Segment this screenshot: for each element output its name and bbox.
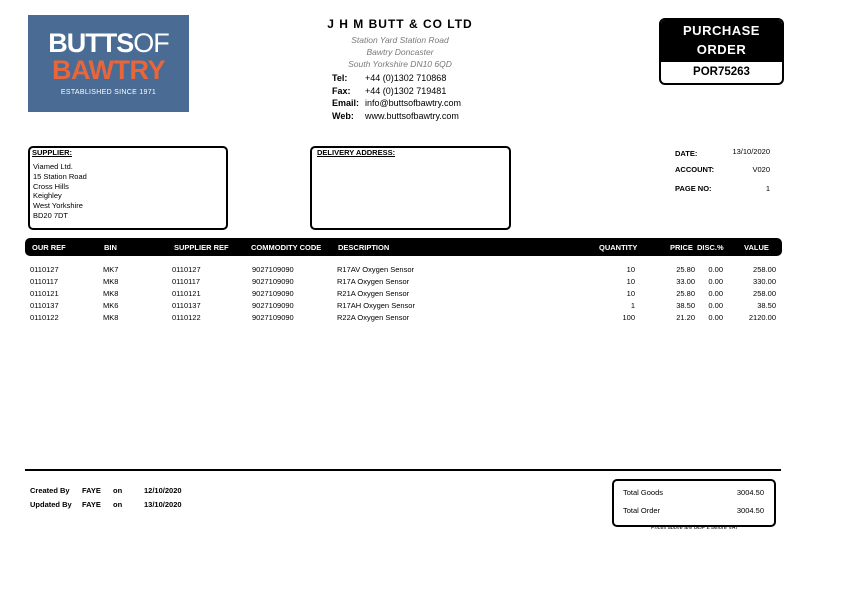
updated-date: 13/10/2020 — [144, 500, 182, 509]
cell-disc: 0.00 — [708, 265, 723, 274]
cell-our-ref: 0110127 — [30, 265, 59, 274]
web-label: Web: — [332, 111, 354, 121]
col-disc: DISC.% — [697, 243, 724, 252]
cell-commodity: 9027109090 — [252, 301, 294, 310]
cell-description: R21A Oxygen Sensor — [337, 289, 410, 298]
delivery-title: DELIVERY ADDRESS: — [317, 148, 396, 157]
cell-disc: 0.00 — [708, 289, 723, 298]
cell-quantity: 1 — [630, 301, 635, 310]
cell-disc: 0.00 — [708, 301, 723, 310]
cell-value: 330.00 — [753, 277, 776, 286]
po-title-2: ORDER — [696, 42, 747, 57]
created-by-label: Created By — [30, 486, 70, 495]
cell-quantity: 100 — [622, 313, 635, 322]
cell-price: 21.20 — [676, 313, 695, 322]
cell-value: 258.00 — [753, 289, 776, 298]
footer-divider — [25, 469, 781, 471]
web-link[interactable]: www.buttsofbawtry.com — [365, 111, 459, 121]
delivery-address-box — [310, 146, 511, 230]
col-commodity-code: COMMODITY CODE — [251, 243, 322, 252]
created-by-user: FAYE — [82, 486, 101, 495]
company-name: J H M BUTT & CO LTD — [327, 17, 473, 31]
table-header — [25, 238, 782, 256]
cell-description: R17A Oxygen Sensor — [337, 277, 410, 286]
fax-label: Fax: — [332, 86, 351, 96]
supplier-line: 15 Station Road — [33, 172, 87, 181]
supplier-line: BD20 7DT — [33, 211, 69, 220]
cell-commodity: 9027109090 — [252, 289, 294, 298]
cell-supplier-ref: 0110127 — [172, 265, 201, 274]
date-label: DATE: — [675, 149, 698, 158]
purchase-order-box — [659, 18, 784, 85]
company-logo — [28, 15, 189, 112]
total-goods-value: 3004.50 — [736, 488, 764, 497]
date-value: 13/10/2020 — [732, 147, 770, 156]
col-supplier-ref: SUPPLIER REF — [174, 243, 229, 252]
cell-price: 25.80 — [676, 265, 695, 274]
total-order-label: Total Order — [623, 506, 661, 515]
cell-supplier-ref: 0110121 — [172, 289, 201, 298]
fax-value: +44 (0)1302 719481 — [365, 86, 447, 96]
cell-bin: MK8 — [103, 313, 119, 322]
cell-commodity: 9027109090 — [252, 265, 294, 274]
email-label: Email: — [332, 98, 360, 108]
cell-supplier-ref: 0110122 — [172, 313, 201, 322]
cell-bin: MK8 — [103, 277, 119, 286]
cell-supplier-ref: 0110137 — [172, 301, 201, 310]
total-goods-label: Total Goods — [623, 488, 664, 497]
updated-by-label: Updated By — [30, 500, 72, 509]
cell-our-ref: 0110137 — [30, 301, 59, 310]
cell-description: R22A Oxygen Sensor — [337, 313, 410, 322]
col-description: DESCRIPTION — [338, 243, 390, 252]
cell-price: 38.50 — [676, 301, 695, 310]
address-line: Bawtry Doncaster — [366, 47, 434, 57]
email-link[interactable]: info@buttsofbawtry.com — [365, 98, 462, 108]
logo-line-2: BAWTRY — [52, 55, 165, 85]
col-quantity: QUANTITY — [599, 243, 638, 252]
page-label: PAGE NO: — [675, 184, 712, 193]
cell-value: 258.00 — [753, 265, 776, 274]
col-bin: BIN — [104, 243, 117, 252]
cell-bin: MK7 — [103, 265, 119, 274]
supplier-line: West Yorkshire — [33, 201, 83, 210]
cell-bin: MK8 — [103, 289, 119, 298]
cell-our-ref: 0110122 — [30, 313, 59, 322]
cell-commodity: 9027109090 — [252, 277, 294, 286]
vat-note: Prices above are GBP £ before VAT — [651, 525, 739, 531]
logo-tagline: ESTABLISHED SINCE 1971 — [60, 89, 157, 96]
cell-our-ref: 0110121 — [30, 289, 59, 298]
logo-of: OF — [133, 28, 169, 58]
tel-label: Tel: — [332, 73, 348, 83]
cell-quantity: 10 — [626, 265, 635, 274]
totals-box — [612, 479, 776, 527]
supplier-line: Viamed Ltd. — [33, 162, 73, 171]
po-title-1: PURCHASE — [683, 23, 760, 38]
cell-price: 25.80 — [676, 289, 695, 298]
cell-quantity: 10 — [626, 289, 635, 298]
cell-supplier-ref: 0110117 — [172, 277, 201, 286]
created-on-label: on — [113, 486, 123, 495]
updated-on-label: on — [113, 500, 123, 509]
created-date: 12/10/2020 — [144, 486, 182, 495]
cell-bin: MK6 — [103, 301, 119, 310]
po-number: POR75263 — [693, 66, 750, 78]
po-header — [661, 20, 782, 62]
col-price: PRICE — [670, 243, 693, 252]
col-value: VALUE — [744, 243, 769, 252]
account-label: ACCOUNT: — [675, 165, 715, 174]
cell-disc: 0.00 — [708, 277, 723, 286]
total-order-value: 3004.50 — [736, 506, 764, 515]
address-line: South Yorkshire DN10 6QD — [348, 59, 452, 69]
logo-butts: BUTTS — [48, 28, 134, 58]
cell-description: R17AV Oxygen Sensor — [337, 265, 414, 274]
supplier-line: Cross Hills — [33, 182, 69, 191]
cell-value: 2120.00 — [748, 313, 776, 322]
cell-quantity: 10 — [626, 277, 635, 286]
supplier-title: SUPPLIER: — [32, 148, 73, 157]
cell-commodity: 9027109090 — [252, 313, 294, 322]
supplier-line: Keighley — [33, 191, 62, 200]
cell-value: 38.50 — [757, 301, 776, 310]
account-value: V020 — [752, 165, 770, 174]
cell-price: 33.00 — [676, 277, 695, 286]
address-line: Station Yard Station Road — [351, 35, 449, 45]
cell-description: R17AH Oxygen Sensor — [337, 301, 415, 310]
col-our-ref: OUR REF — [32, 243, 66, 252]
logo-line-1 — [28, 28, 189, 58]
cell-our-ref: 0110117 — [30, 277, 59, 286]
page-value: 1 — [765, 184, 770, 193]
cell-disc: 0.00 — [708, 313, 723, 322]
tel-value: +44 (0)1302 710868 — [365, 73, 447, 83]
updated-by-user: FAYE — [82, 500, 101, 509]
